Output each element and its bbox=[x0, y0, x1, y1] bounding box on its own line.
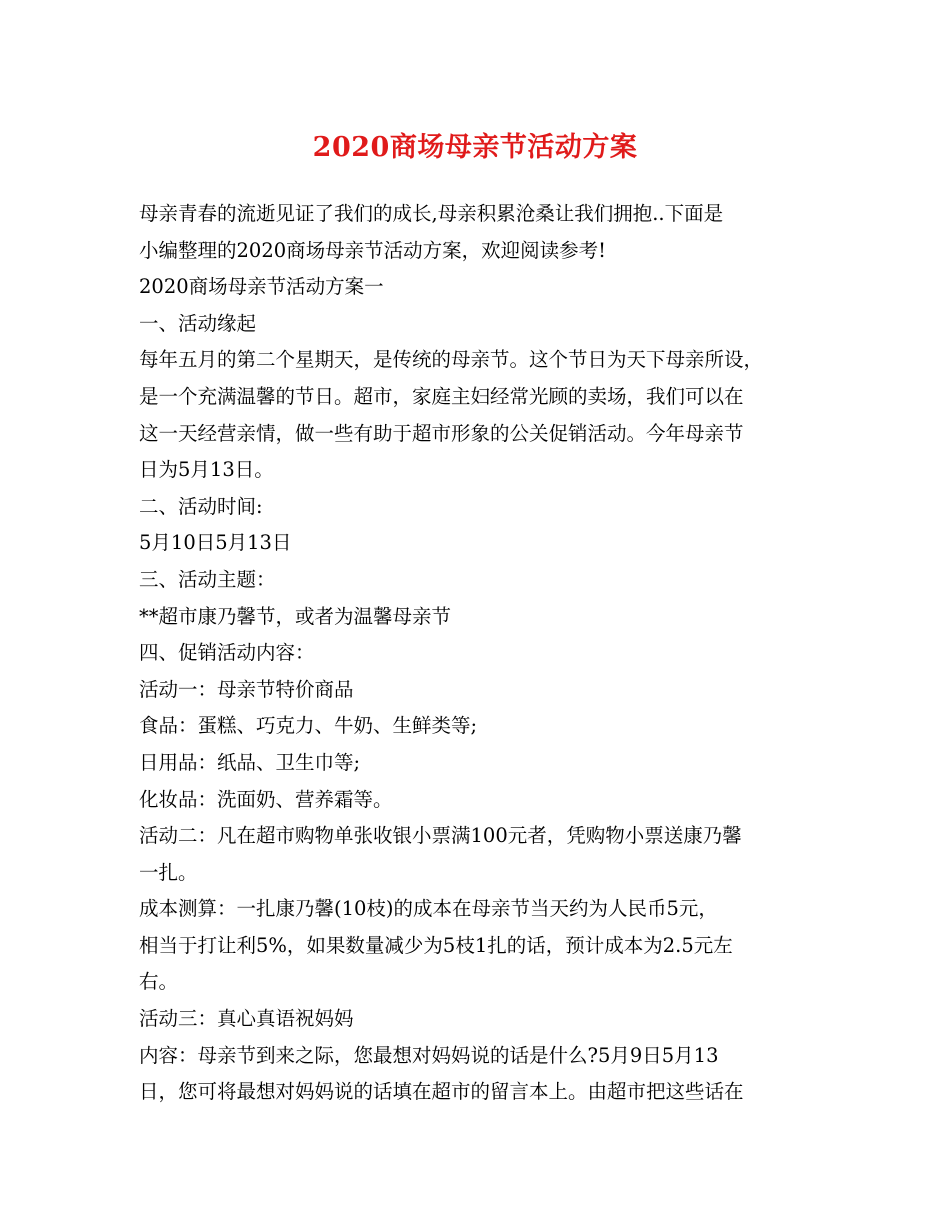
body-line: 活动三：真心真语祝妈妈 bbox=[139, 1007, 354, 1031]
section-heading: 二、活动时间: bbox=[139, 494, 263, 518]
body-line: 5月10日5月13日 bbox=[139, 531, 292, 555]
body-line: 每年五月的第二个星期天，是传统的母亲节。这个节日为天下母亲所设， bbox=[139, 348, 764, 372]
section-heading: 一、活动缘起 bbox=[139, 311, 257, 335]
body-line: 活动二：凡在超市购物单张收银小票满100元者，凭购物小票送康乃馨 bbox=[139, 824, 742, 848]
body-line: 是一个充满温馨的节日。超市，家庭主妇经常光顾的卖场，我们可以在 bbox=[139, 384, 744, 408]
body-line: 一扎。 bbox=[139, 860, 198, 884]
body-line: 日为5月13日。 bbox=[139, 458, 274, 482]
document-body bbox=[139, 196, 819, 1111]
section-heading: 三、活动主题： bbox=[139, 567, 276, 591]
body-line: 日，您可将最想对妈妈说的话填在超市的留言本上。由超市把这些话在 bbox=[139, 1080, 744, 1104]
body-line: 化妆品：洗面奶、营养霜等。 bbox=[139, 787, 393, 811]
body-line: 日用品：纸品、卫生巾等; bbox=[139, 750, 361, 774]
section-heading: 四、促销活动内容： bbox=[139, 641, 315, 665]
body-line: 这一天经营亲情，做一些有助于超市形象的公关促销活动。今年母亲节 bbox=[139, 421, 744, 445]
body-line: 母亲青春的流逝见证了我们的成长,母亲积累沧桑让我们拥抱..下面是 bbox=[139, 202, 724, 225]
body-line: 相当于打让利5%，如果数量减少为5枝1扎的话，预计成本为2.5元左 bbox=[139, 933, 733, 957]
body-line: 内容：母亲节到来之际，您最想对妈妈说的话是什么?5月9日5月13 bbox=[139, 1043, 719, 1067]
body-line: 活动一：母亲节特价商品 bbox=[139, 677, 354, 701]
body-line: **超市康乃馨节，或者为温馨母亲节 bbox=[139, 604, 452, 628]
body-line: 成本测算：一扎康乃馨(10枝)的成本在母亲节当天约为人民币5元， bbox=[139, 897, 718, 921]
document-title: 2020商场母亲节活动方案 bbox=[312, 132, 638, 163]
body-line: 食品：蛋糕、巧克力、牛奶、生鲜类等; bbox=[139, 714, 478, 738]
body-line: 右。 bbox=[139, 970, 179, 994]
body-line: 小编整理的2020商场母亲节活动方案，欢迎阅读参考! bbox=[139, 238, 606, 262]
section-heading: 2020商场母亲节活动方案一 bbox=[139, 275, 384, 299]
